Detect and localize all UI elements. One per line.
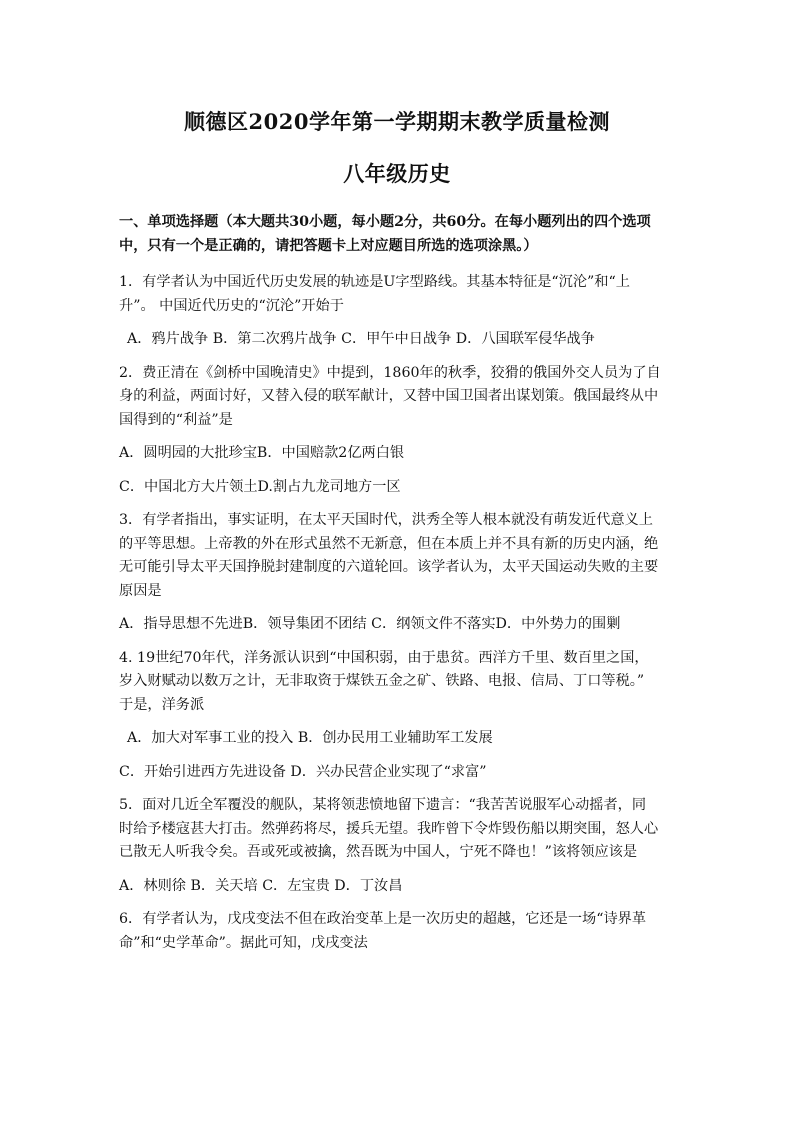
question-line: 身的利益，两面讨好，又替入侵的联军献计，又替中国卫国者出谋划策。俄国最终从中 (119, 388, 659, 404)
question-line: 已散无人听我令矣。吾或死或被擒，然吾既为中国人，宁死不降也！”该将领应该是 (119, 844, 638, 860)
section-heading (119, 210, 679, 258)
question-4-options-a (119, 727, 679, 751)
option-line: A．林则徐 B．关天培 C．左宝贵 D．丁汝昌 (119, 877, 403, 894)
question-line: 时给予楼寇甚大打击。然弹药将尽，援兵无望。我昨曾下令炸毁伤船以期突围，怒人心 (119, 820, 659, 837)
question-line: 的平等思想。上帝教的外在形式虽然不无新意，但在本质上并不具有新的历史内涵，绝 (119, 535, 659, 552)
question-2-options-b (119, 476, 679, 500)
question-5-options (119, 875, 679, 899)
option-line: A．圆明园的大批珍宝B．中国赔款2亿两白银 (119, 445, 405, 461)
question-line: 升”。 中国近代历史的“沉沦”开始于 (119, 297, 344, 314)
question-line: 命”和“史学革命”。据此可知，戊戌变法 (119, 934, 368, 951)
question-2-stem (119, 362, 679, 433)
section-heading-line: 一、单项选择题（本大题共30小题，每小题2分，共60分。在每小题列出的四个选项 (119, 214, 651, 230)
option-line: C．中国北方大片领土D.割占九龙司地方一区 (119, 478, 401, 495)
option-line: C．开始引进西方先进设备 D．兴办民营企业实现了“求富” (119, 763, 487, 780)
question-line: 2．费正清在《剑桥中国晚清史》中提到，1860年的秋季，狡猾的俄国外交人员为了自 (119, 364, 661, 381)
question-5-stem (119, 794, 679, 865)
question-4-stem (119, 647, 679, 718)
question-line: 5．面对几近全军覆没的舰队，某将领悲愤地留下遗言：“我苦苦说服军心动摇者，同 (119, 797, 647, 813)
question-line: 1．有学者认为中国近代历史发展的轨迹是U字型路线。其基本特征是“沉沦”和“上 (119, 274, 630, 290)
question-4-options-b (119, 761, 679, 785)
exam-content (119, 210, 679, 965)
question-3-options (119, 613, 679, 637)
question-6-stem (119, 908, 679, 955)
option-line: A．鸦片战争 B．第二次鸦片战争 C．甲午中日战争 D．八国联军侵华战争 (127, 331, 595, 347)
question-3-stem (119, 509, 679, 603)
option-line: A．指导思想不先进B．领导集团不团结 C．纲领文件不落实D．中外势力的围剿 (119, 616, 621, 632)
page-title: 顺德区2020学年第一学期期末教学质量检测 (184, 109, 610, 134)
page-subtitle: 八年级历史 (343, 161, 451, 186)
question-line: 原因是 (119, 582, 162, 599)
question-line: 无可能引导太平天国挣脱封建制度的六道轮回。该学者认为，太平天国运动失败的主要 (119, 559, 659, 575)
question-line: 3．有学者指出，事实证明，在太平天国时代，洪秀全等人根本就没有萌发近代意义上 (119, 512, 653, 528)
question-line: 6．有学者认为，戊戌变法不但在政治变革上是一次历史的超越，它还是一场“诗界革 (119, 911, 647, 927)
option-line: A．加大对军事工业的投入 B．创办民用工业辅助军工发展 (127, 730, 493, 746)
question-1-stem (119, 271, 679, 318)
question-line: 国得到的“利益”是 (119, 411, 233, 428)
question-line: 4. 19世纪70年代，洋务派认识到“中国积弱，由于患贫。西洋方千里、数百里之国， (119, 649, 649, 666)
question-1-options (119, 328, 679, 352)
section-heading-line: 中，只有一个是正确的，请把答题卡上对应题目所选的选项涂黑。） (119, 238, 538, 254)
question-line: 于是，洋务派 (119, 696, 205, 713)
question-line: 岁入财赋动以数万之计，无非取资于煤铁五金之矿、铁路、电报、信局、丁口等税。” (119, 673, 645, 689)
question-2-options-a (119, 442, 679, 466)
